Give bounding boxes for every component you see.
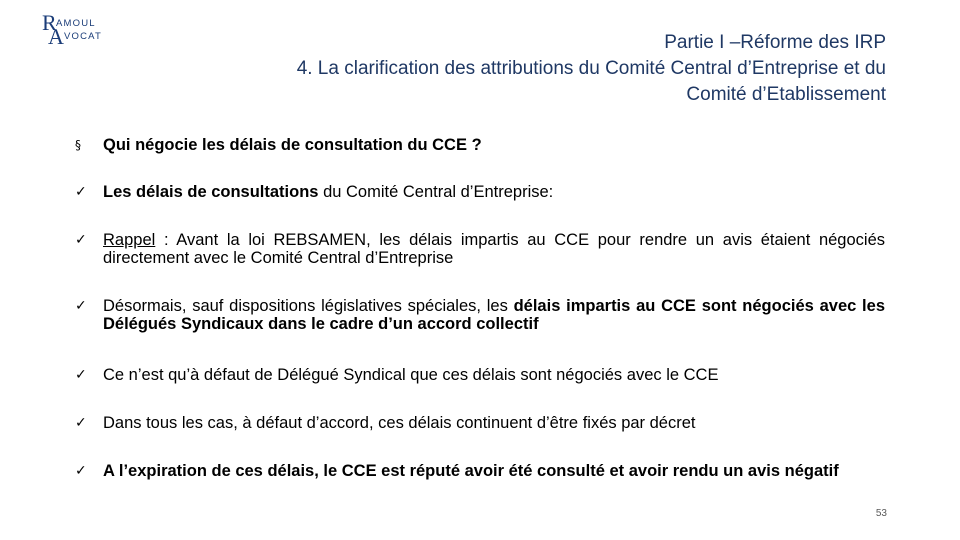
check-icon: ✓ bbox=[75, 232, 87, 248]
check-icon: ✓ bbox=[75, 463, 87, 479]
logo-line-2: VOCAT bbox=[64, 31, 103, 42]
list-item-plain: Désormais, sauf dispositions législatives spéciales, les bbox=[103, 297, 514, 315]
square-bullet-icon: § bbox=[75, 138, 81, 152]
list-item bbox=[75, 297, 885, 333]
list-item bbox=[75, 366, 885, 384]
list-item-rest: : Avant la loi REBSAMEN, les délais impartis au CCE pour rendre un avis étaient négociés directement avec le Comité Central d’Entreprise bbox=[103, 231, 885, 267]
list-item-text bbox=[103, 297, 885, 333]
check-icon: ✓ bbox=[75, 298, 87, 314]
rappel-label: Rappel bbox=[103, 231, 156, 249]
list-item bbox=[75, 462, 885, 480]
check-icon: ✓ bbox=[75, 415, 87, 431]
logo-line-1: AMOUL bbox=[56, 18, 96, 29]
list-item bbox=[75, 231, 885, 267]
title-line-3: Comité d’Etablissement bbox=[686, 84, 886, 105]
list-item-text: Dans tous les cas, à défaut d’accord, ces délais continuent d’être fixés par décret bbox=[103, 414, 696, 432]
list-item-text: A l’expiration de ces délais, le CCE est réputé avoir été consulté et avoir rendu un avis négatif bbox=[103, 462, 839, 480]
slide-title bbox=[66, 30, 886, 108]
logo-initial-r: R bbox=[42, 10, 57, 35]
list-item-text bbox=[103, 231, 885, 267]
logo-initial-a: A bbox=[48, 24, 64, 49]
list-item-bold: délais impartis au CCE sont négociés avec les Délégués Syndicaux dans le cadre d’un accord collectif bbox=[103, 297, 885, 333]
question-text: Qui négocie les délais de consultation du CCE ? bbox=[103, 136, 482, 154]
list-item-bold: Les délais de consultations bbox=[103, 183, 319, 201]
list-item bbox=[75, 414, 885, 432]
question-item bbox=[75, 136, 885, 154]
check-icon: ✓ bbox=[75, 184, 87, 200]
title-line-1: Partie I –Réforme des IRP bbox=[664, 32, 886, 53]
list-item-text: Ce n’est qu’à défaut de Délégué Syndical que ces délais sont négociés avec le CCE bbox=[103, 366, 719, 384]
list-item-rest: du Comité Central d’Entreprise: bbox=[318, 183, 554, 201]
page-number: 53 bbox=[875, 508, 887, 519]
title-line-2: 4. La clarification des attributions du Comité Central d’Entreprise et du bbox=[296, 58, 886, 79]
check-icon: ✓ bbox=[75, 367, 87, 383]
list-item bbox=[75, 183, 885, 201]
list-item-text bbox=[103, 183, 885, 201]
